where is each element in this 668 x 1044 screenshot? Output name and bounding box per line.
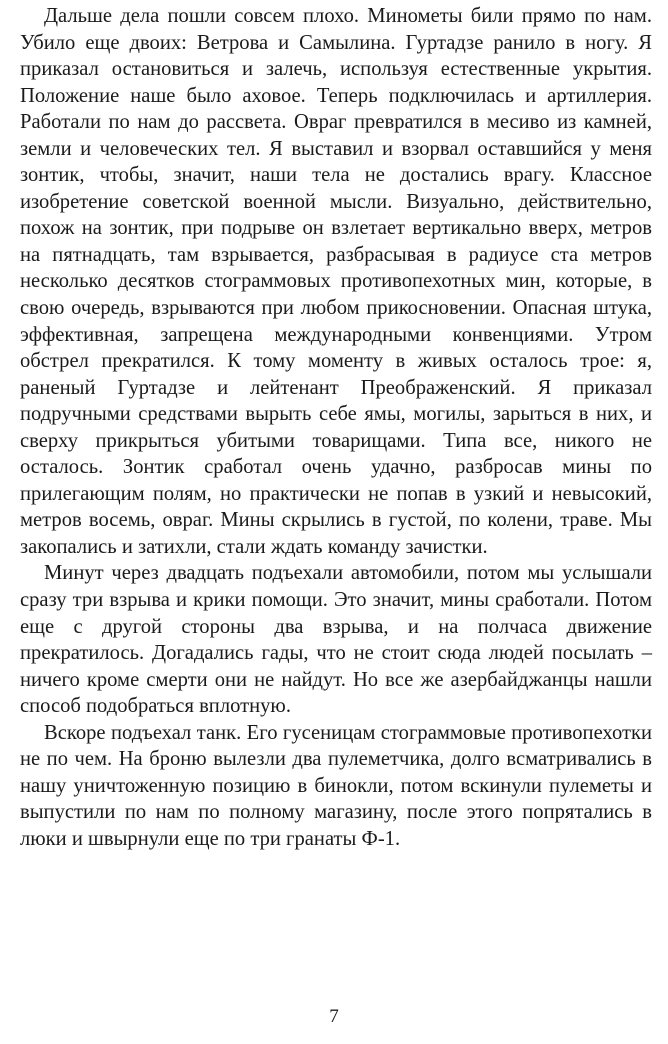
page-number: 7	[329, 1006, 339, 1027]
paragraph-3: Вскоре подъехал танк. Его гусеницам стограммовые противопехотки не по чем. На броню вылезли два пулеметчика, долго всматривались в нашу уничтоженную позицию в бинокли, потом вскинули пулеметы и выпустили по нам по полному магазину, после этого попрятались в люки и швырнули еще по три гранаты Ф-1.	[20, 721, 652, 850]
page-body	[20, 3, 652, 853]
paragraph-1: Дальше дела пошли совсем плохо. Минометы били прямо по нам. Убило еще двоих: Ветрова и Самылина. Гуртадзе ранило в ногу. Я приказал остановиться и залечь, используя естественные укрытия. Положение наше было аховое. Теперь подключилась и артиллерия. Работали по нам до рассвета. Овраг превратился в месиво из камней, земли и человеческих тел. Я выставил и взорвал оставшийся у меня зонтик, чтобы, значит, наши тела не достались врагу. Классное изобретение советской военной мысли. Визуально, действительно, похож на зонтик, при подрыве он взлетает вертикально вверх, метров на пятнадцать, там взрывается, разбрасывая в радиусе ста метров несколько десятков стограммовых противопехотных мин, которые, в свою очередь, взрываются при любом прикосновении. Опасная штука, эффективная, запрещена международными конвенциями. Утром обстрел прекратился. К тому моменту в живых осталось трое: я, раненый Гуртадзе и лейтенант Преображенский. Я приказал подручными средствами вырыть себе ямы, могилы, зарыться в них, и сверху прикрыться убитыми товарищами. Типа все, никого не осталось. Зонтик сработал очень удачно, разбросав мины по прилегающим полям, но практически не попав в узкий и невысокий, метров восемь, овраг. Мины скрылись в густой, по колени, траве. Мы закопались и затихли, стали ждать команду зачистки.	[20, 5, 652, 558]
paragraph-2: Минут через двадцать подъехали автомобили, потом мы услышали сразу три взрыва и крики помощи. Это значит, мины сработали. Потом еще с другой стороны два взрыва, и на полчаса движение прекратилось. Догадались гады, что не стоит сюда людей посылать – ничего кроме смерти они не найдут. Но все же азербайджанцы нашли способ подобраться вплотную.	[20, 562, 652, 718]
